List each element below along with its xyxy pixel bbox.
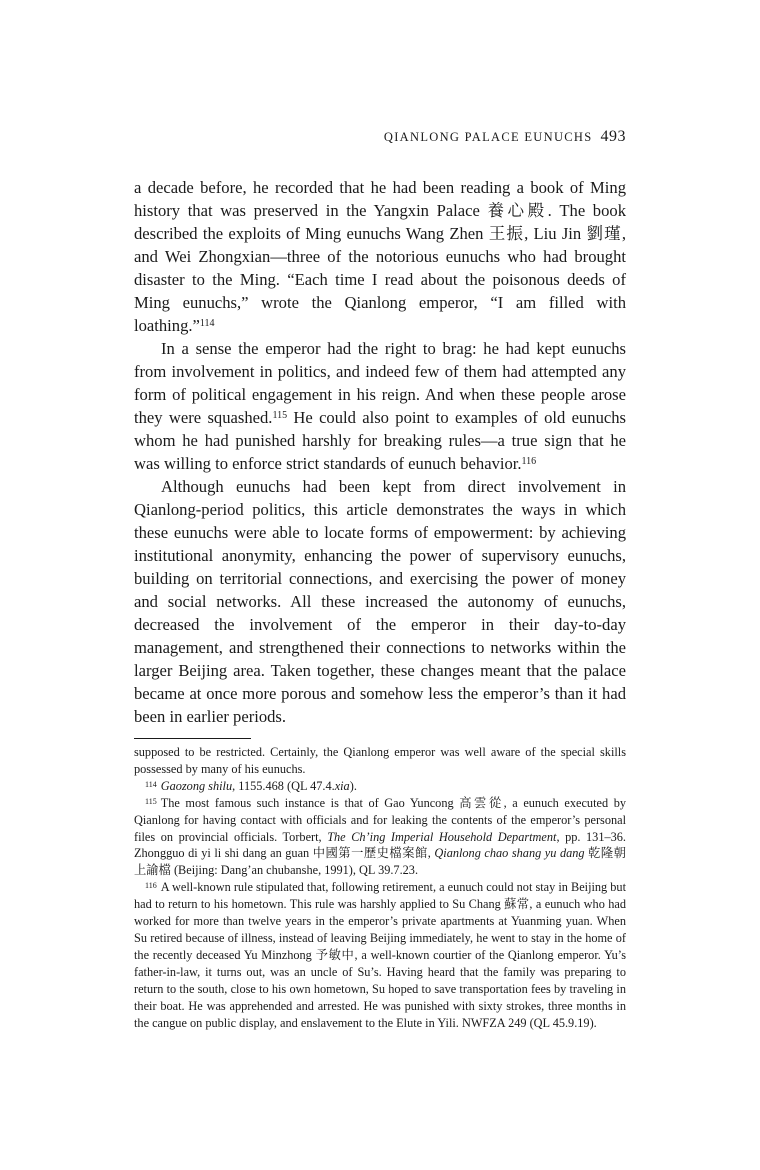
paragraph-2-text-a: In a sense the emperor had the right to brag: he had kept eunuchs from involvement in politics, and indeed few of them had attempted any form of political engagement in his reign. And when these people arose they were squashed. [134, 339, 626, 427]
footnote-115-text-b: , pp. 131–36. Zhongguo di yi li shi dang an guan 中國第一歷史檔案館, [134, 829, 627, 861]
footnote-115-title-a: The Ch’ing Imperial Household Department [327, 829, 557, 844]
page-number: 493 [600, 128, 626, 145]
footnote-carryover: supposed to be restricted. Certainly, the Qianlong emperor was well aware of the special skills possessed by many of his eunuchs. [134, 745, 626, 776]
footnote-114-text-a: , 1155.468 (QL 47.4. [232, 778, 335, 793]
paragraph-1 [134, 176, 626, 337]
running-title: QIANLONG PALACE EUNUCHS [383, 130, 593, 144]
body-text [134, 176, 626, 728]
note-ref-115[interactable]: 115 [272, 410, 288, 421]
footnote-114-number: 114 [145, 779, 157, 789]
footnote-115-title-b: Qianlong chao shang yu dang [434, 846, 585, 861]
footnote-115-text-c: 乾隆朝上諭檔 (Beijing: Dang’an chubanshe, 1991), QL 39.7.23. [134, 846, 626, 878]
footnote-116-number: 116 [145, 881, 157, 891]
footnote-114 [134, 778, 626, 795]
footnote-114-title: Gaozong shilu [160, 778, 233, 793]
footnotes [134, 744, 626, 1031]
running-head [134, 129, 626, 145]
note-ref-116[interactable]: 116 [521, 456, 537, 467]
paragraph-2 [134, 337, 626, 475]
footnote-115-text-a: The most famous such instance is that of Gao Yuncong 高雲從, a eunuch executed by Qianlong for having contact with officials and for leaking the contents of the emperor’s personal files on provincial officials. Torbert, [134, 795, 626, 844]
note-ref-114[interactable]: 114 [199, 318, 215, 329]
footnote-rule [134, 738, 251, 739]
paragraph-3: Although eunuchs had been kept from direct involvement in Qianlong-period politics, this article demonstrates the ways in which these eunuchs were able to locate forms of empowerment: by achieving institutional anonymity, enhancing the power of supervisory eunuchs, building on territorial connections, and exercising the power of money and social networks. All these increased the autonomy of eunuchs, decreased the involvement of the emperor in their day-to-day management, and strengthened their connections to networks within the larger Beijing area. Taken together, these changes meant that the palace became at once more porous and somehow less the emperor’s than it had been in earlier periods. [134, 477, 626, 726]
footnote-114-italic: xia [334, 778, 350, 793]
footnote-115 [134, 795, 626, 880]
paragraph-1-text: a decade before, he recorded that he had been reading a book of Ming history that was preserved in the Yangxin Palace 養心殿. The book described the exploits of Ming eunuchs Wang Zhen 王振, Liu Jin 劉瑾, and Wei Zhongxian—three of the notorious eunuchs who had brought disaster to the Ming. “Each time I read about the poisonous deeds of Ming eunuchs,” wrote the Qianlong emperor, “I am filled with loathing.” [134, 178, 626, 335]
footnote-115-number: 115 [145, 796, 157, 806]
footnote-116 [134, 879, 626, 1031]
footnote-114-text-b: ). [349, 778, 357, 793]
footnote-116-text: A well-known rule stipulated that, following retirement, a eunuch could not stay in Beijing but had to return to his hometown. This rule was harshly applied to Su Chang 蘇常, a eunuch who had worked for more than twelve years in the emperor’s private apartments at Yuanming yuan. When Su retired because of illness, instead of leaving Beijing immediately, he went to stay in the home of the recently deceased Yu Minzhong 予敏中, a well-known courtier of the Qianlong emperor. Yu’s father-in-law, it turns out, was an uncle of Su’s. Having heard that the family was preparing to return to the south, close to his own hometown, Su hoped to save transportation fees by traveling in their boat. He was apprehended and arrested. He was punished with sixty strokes, three months in the cangue on public display, and enslavement to the Elute in Yili. NWFZA 249 (QL 45.9.19). [134, 880, 626, 1030]
paragraph-2-text-b: He could also point to examples of old eunuchs whom he had punished harshly for breaking rules—a true sign that he was willing to enforce strict standards of eunuch behavior. [134, 408, 626, 473]
